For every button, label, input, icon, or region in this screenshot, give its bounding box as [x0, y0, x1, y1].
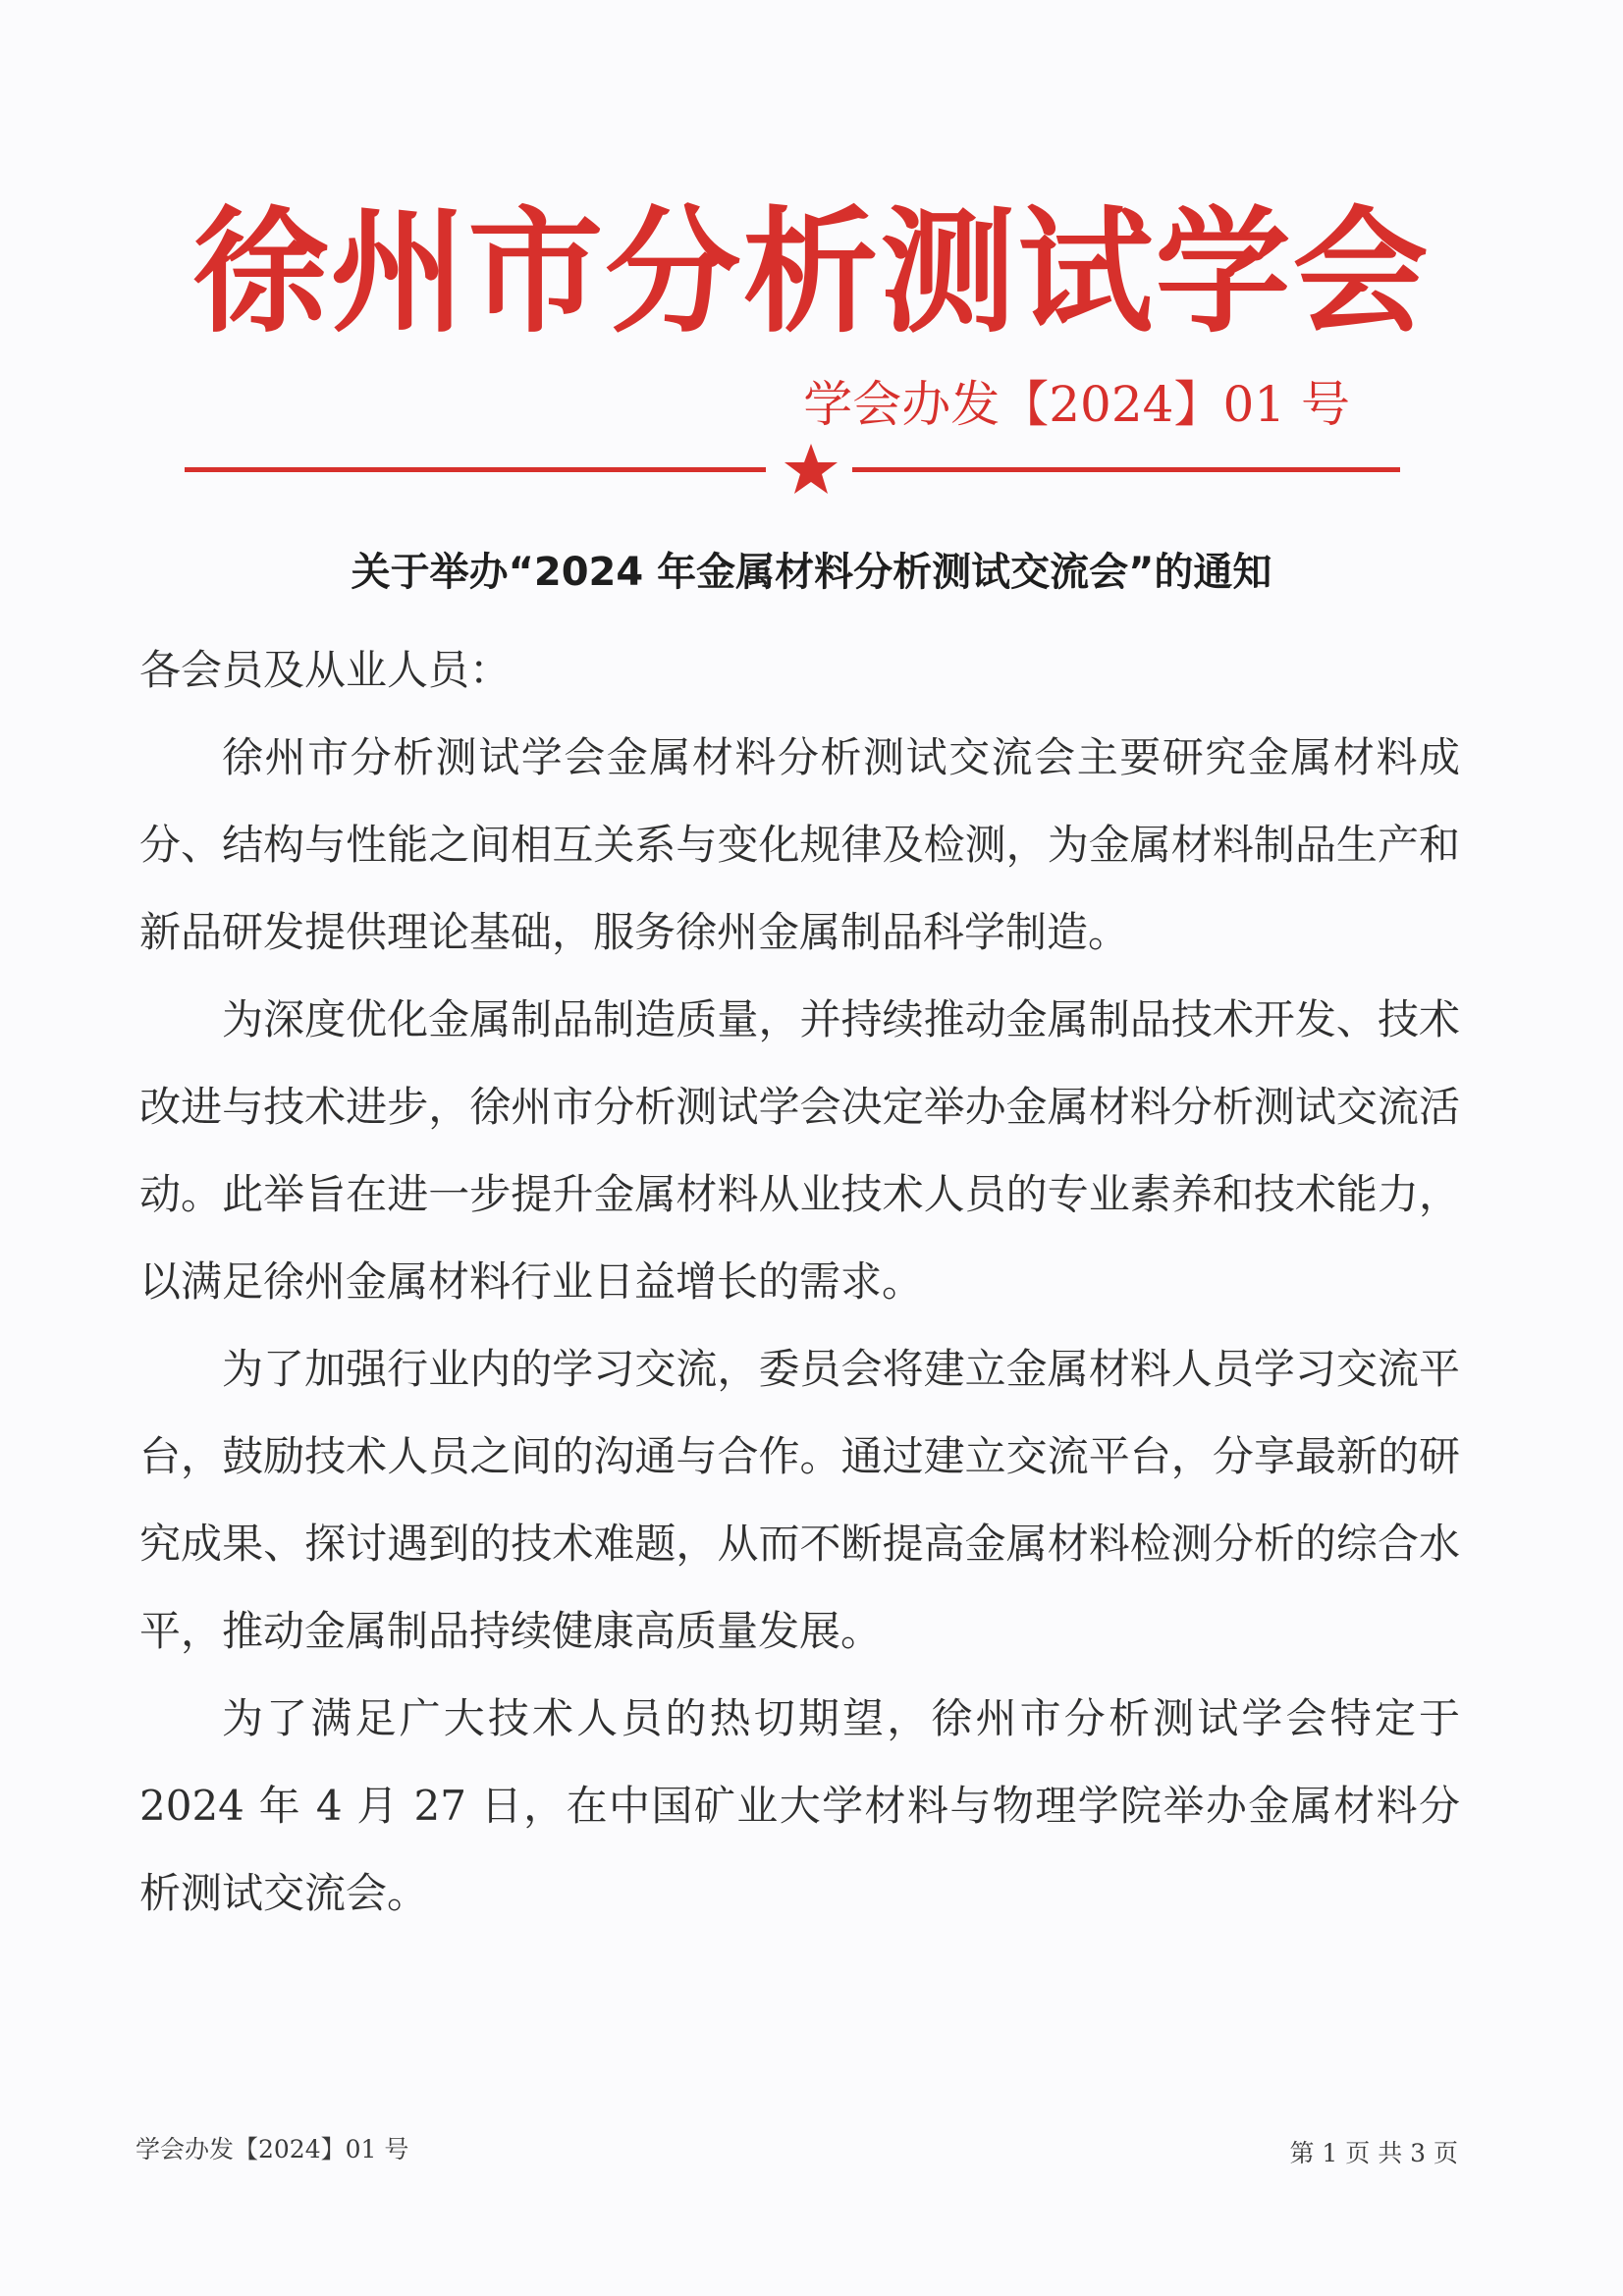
- doc-number: 学会办发【2024】01 号: [803, 376, 1350, 433]
- footer-doc-number: 学会办发【2024】01 号: [135, 2135, 409, 2163]
- footer-page-info: 第 1 页 共 3 页: [1289, 2139, 1458, 2167]
- salutation: 各会员及从业人员：: [139, 646, 512, 694]
- body-paragraph-2: 为深度优化金属制品制造质量，并持续推动金属制品技术开发、技术改进与技术进步，徐州市分析测试学会决定举办金属材料分析测试交流活动。此举旨在进一步提升金属材料从业技术人员的专业素养和技术能力，以满足徐州金属材料行业日益增长的需求。: [139, 995, 1460, 1306]
- notice-title: 关于举办“2024 年金属材料分析测试交流会”的通知: [351, 550, 1272, 595]
- body-paragraph-4: 为了满足广大技术人员的热切期望，徐州市分析测试学会特定于 2024 年 4 月 27 日，在中国矿业大学材料与物理学院举办金属材料分析测试交流会。: [139, 1694, 1460, 1917]
- body-paragraph-3: 为了加强行业内的学习交流，委员会将建立金属材料人员学习交流平台，鼓励技术人员之间的沟通与合作。通过建立交流平台，分享最新的研究成果、探讨遇到的技术难题，从而不断提高金属材料检测分析的综合水平，推动金属制品持续健康高质量发展。: [139, 1345, 1460, 1655]
- red-divider-left: [185, 467, 766, 472]
- red-divider-right: [852, 467, 1400, 472]
- star-icon: [782, 440, 840, 499]
- body-paragraph-1: 徐州市分析测试学会金属材料分析测试交流会主要研究金属材料成分、结构与性能之间相互关系与变化规律及检测，为金属材料制品生产和新品研发提供理论基础，服务徐州金属制品科学制造。: [139, 733, 1460, 956]
- notice-body: [139, 626, 1460, 1937]
- org-title: 徐州市分析测试学会: [192, 193, 1431, 351]
